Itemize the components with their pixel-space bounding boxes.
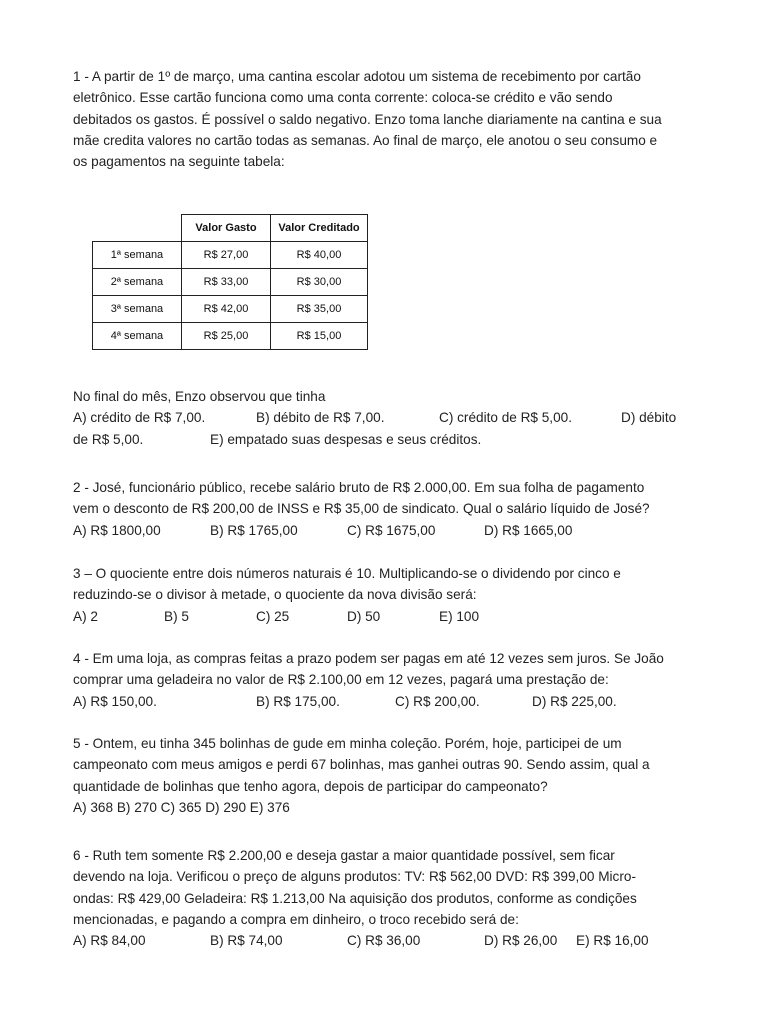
text-line: devendo na loja. Verificou o preço de alguns produtos: TV: R$ 562,00 DVD: R$ 399,00 Micro-: [73, 869, 636, 885]
question-3: [73, 563, 703, 627]
followup-text: No final do mês, Enzo observou que tinha: [73, 389, 326, 404]
text-line: 4 - Em uma loja, as compras feitas a prazo podem ser pagas em até 12 vezes sem juros. Se João: [73, 651, 664, 666]
text-line: comprar uma geladeira no valor de R$ 2.100,00 em 12 vezes, pagará uma prestação de:: [73, 672, 609, 688]
options-row: [73, 606, 703, 627]
question-2: [73, 477, 703, 541]
table-spent-cell: R$ 25,00: [182, 323, 271, 350]
options-row: [73, 930, 703, 951]
table-spent-cell: R$ 27,00: [182, 242, 271, 269]
consumption-table: [92, 214, 368, 350]
table-header-row: [93, 215, 368, 242]
text-line: reduzindo-se o divisor à metade, o quociente da nova divisão será:: [73, 587, 477, 603]
table-row: [93, 269, 368, 296]
question-1-options: [73, 386, 703, 450]
option-e: E) 100: [439, 608, 480, 624]
text-line: 1 - A partir de 1º de março, uma cantina escolar adotou um sistema de recebimento por cartão: [73, 69, 641, 84]
table-corner-cell: [93, 215, 182, 242]
text-line: 6 - Ruth tem somente R$ 2.200,00 e deseja gastar a maior quantidade possível, sem ficar: [73, 848, 615, 863]
question-6: [73, 845, 703, 951]
option-b: B) débito de R$ 7,00.: [256, 410, 385, 426]
table-credited-cell: R$ 30,00: [271, 269, 368, 296]
table-row: [93, 323, 368, 350]
table-credited-cell: R$ 35,00: [271, 296, 368, 323]
question-1-text: [73, 66, 703, 172]
options-line: A) 368 B) 270 C) 365 D) 290 E) 376: [73, 799, 290, 815]
option-b: B) 5: [164, 608, 189, 624]
option-c: C) 25: [256, 608, 290, 624]
table-row: [93, 296, 368, 323]
option-b: B) R$ 1765,00: [210, 522, 298, 538]
options-row: [73, 520, 703, 541]
text-line: quantidade de bolinhas que tenho agora, depois de participar do campeonato?: [73, 778, 548, 794]
option-a: A) R$ 150,00.: [73, 693, 157, 709]
option-d: D) débito: [621, 410, 677, 426]
option-d: D) 50: [347, 608, 381, 624]
text-line: vem o desconto de R$ 200,00 de INSS e R$ 35,00 de sindicato. Qual o salário líquido de José?: [73, 501, 650, 517]
text-line: 2 - José, funcionário público, recebe salário bruto de R$ 2.000,00. Em sua folha de pagamento: [73, 480, 645, 495]
options-row: [73, 691, 703, 712]
text-line: mencionadas, e pagando a compra em dinheiro, o troco recebido será de:: [73, 911, 519, 927]
table-spent-cell: R$ 42,00: [182, 296, 271, 323]
table-row: [93, 242, 368, 269]
option-a: A) R$ 1800,00: [73, 522, 161, 538]
option-d: D) R$ 225,00.: [532, 693, 617, 709]
options-row: [73, 429, 703, 450]
table-week-cell: 4ª semana: [93, 323, 182, 350]
table-header-cell: Valor Creditado: [271, 215, 368, 242]
option-a: A) R$ 84,00: [73, 933, 146, 949]
table-week-cell: 1ª semana: [93, 242, 182, 269]
table-credited-cell: R$ 15,00: [271, 323, 368, 350]
question-5: [73, 733, 703, 818]
option-d: D) R$ 1665,00: [484, 522, 573, 538]
option-c: C) crédito de R$ 5,00.: [439, 410, 572, 426]
text-line: os pagamentos na seguinte tabela:: [73, 154, 285, 170]
table-week-cell: 3ª semana: [93, 296, 182, 323]
option-d: D) R$ 26,00: [484, 933, 558, 949]
option-b: B) R$ 175,00.: [256, 693, 340, 709]
question-4: [73, 648, 703, 712]
text-line: 3 – O quociente entre dois números naturais é 10. Multiplicando-se o dividendo por cinco e: [73, 566, 621, 581]
table-spent-cell: R$ 33,00: [182, 269, 271, 296]
option-e: E) empatado suas despesas e seus créditos.: [210, 431, 482, 447]
text-line: debitados os gastos. É possível o saldo negativo. Enzo toma lanche diariamente na cantina e sua: [73, 111, 662, 127]
options-row: [73, 407, 703, 428]
text-line: mãe credita valores no cartão todas as semanas. Ao final de março, ele anotou o seu consumo e: [73, 132, 658, 148]
option-d-continued: de R$ 5,00.: [73, 431, 144, 447]
option-b: B) R$ 74,00: [210, 933, 283, 949]
option-a: A) 2: [73, 608, 98, 624]
text-line: ondas: R$ 429,00 Geladeira: R$ 1.213,00 Na aquisição dos produtos, conforme as condições: [73, 890, 637, 906]
option-a: A) crédito de R$ 7,00.: [73, 410, 206, 426]
option-c: C) R$ 200,00.: [395, 693, 480, 709]
option-c: C) R$ 1675,00: [347, 522, 436, 538]
text-line: eletrônico. Esse cartão funciona como uma conta corrente: coloca-se crédito e vão sendo: [73, 90, 613, 106]
option-c: C) R$ 36,00: [347, 933, 421, 949]
table-week-cell: 2ª semana: [93, 269, 182, 296]
table-credited-cell: R$ 40,00: [271, 242, 368, 269]
text-line: campeonato com meus amigos e perdi 67 bolinhas, mas ganhei outras 90. Sendo assim, qual a: [73, 757, 650, 773]
text-line: 5 - Ontem, eu tinha 345 bolinhas de gude em minha coleção. Porém, hoje, participei de um: [73, 736, 622, 751]
table-header-cell: Valor Gasto: [182, 215, 271, 242]
option-e: E) R$ 16,00: [576, 933, 649, 949]
